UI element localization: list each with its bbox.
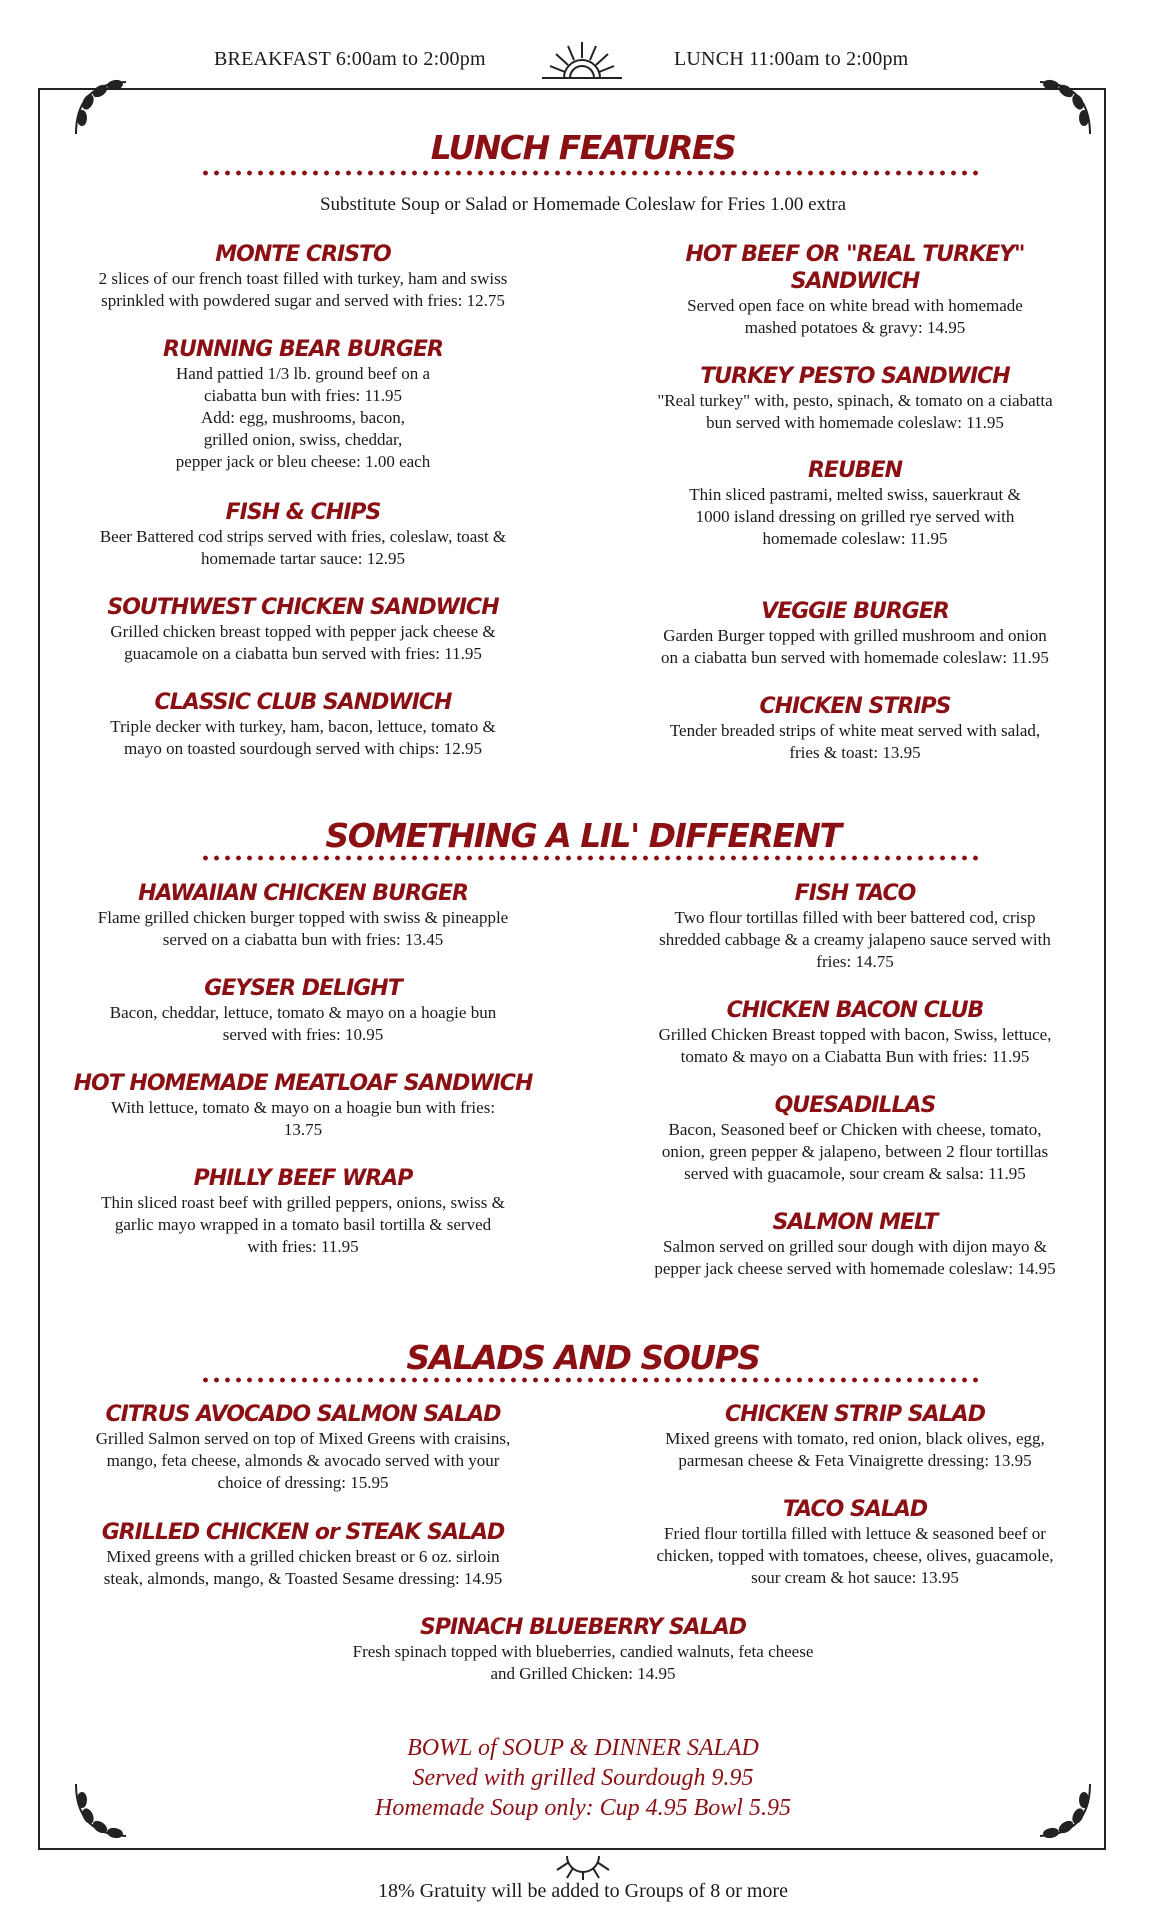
item-description: Triple decker with turkey, ham, bacon, lettuce, tomato & mayo on toasted sourdough served with chips: 12.95: [110, 717, 496, 758]
dotted-divider: [200, 1377, 980, 1383]
menu-item: [620, 241, 1090, 339]
item-name: PHILLY BEEF WRAP: [193, 1166, 413, 1191]
menu-item: [620, 1401, 1090, 1472]
item-name: REUBEN: [807, 458, 903, 483]
menu-item: [68, 689, 538, 760]
menu-item: [283, 1614, 883, 1685]
item-description: With lettuce, tomato & mayo on a hoagie bun with fries: 13.75: [110, 1098, 496, 1139]
item-description: Fried flour tortilla filled with lettuce & seasoned beef or chicken, topped with tomatoes, cheese, olives, guacamole, sour cream & hot sauce: 13.95: [656, 1524, 1054, 1587]
sun-ornament-icon: [553, 1852, 613, 1882]
item-name: QUESADILLAS: [774, 1093, 936, 1118]
item-description: Thin sliced roast beef with grilled peppers, onions, swiss & garlic mayo wrapped in a tomato basil tortilla & served with fries: 11.95: [101, 1193, 505, 1256]
item-description: Two flour tortillas filled with beer battered cod, crisp shredded cabbage & a creamy jalapeno sauce served with fries: 14.75: [659, 908, 1051, 971]
item-description: Fresh spinach topped with blueberries, candied walnuts, feta cheese and Grilled Chicken: 14.95: [352, 1642, 814, 1683]
item-name: FISH & CHIPS: [225, 500, 381, 525]
item-description: Served open face on white bread with homemade mashed potatoes & gravy: 14.95: [687, 296, 1023, 337]
menu-item: [68, 241, 538, 312]
item-description: Thin sliced pastrami, melted swiss, sauerkraut & 1000 island dressing on grilled rye served with homemade coleslaw: 11.95: [689, 485, 1021, 548]
item-description: Tender breaded strips of white meat served with salad, fries & toast: 13.95: [669, 721, 1041, 762]
menu-item: [68, 499, 538, 570]
soup-line: Homemade Soup only: Cup 4.95 Bowl 5.95: [375, 1795, 791, 1821]
item-name: TACO SALAD: [782, 1497, 928, 1522]
menu-item: [620, 1496, 1090, 1589]
menu-item: [68, 1070, 538, 1141]
item-description: Beer Battered cod strips served with fries, coleslaw, toast & homemade tartar sauce: 12.95: [99, 527, 507, 568]
item-name: SOUTHWEST CHICKEN SANDWICH: [107, 595, 499, 620]
item-name: CITRUS AVOCADO SALMON SALAD: [105, 1402, 501, 1427]
menu-item: [620, 598, 1090, 669]
menu-item: [620, 1209, 1090, 1280]
item-description: Flame grilled chicken burger topped with swiss & pineapple served on a ciabatta bun with fries: 13.45: [97, 908, 509, 949]
item-description: Grilled Chicken Breast topped with bacon, Swiss, lettuce, tomato & mayo on a Ciabatta Bun with fries: 11.95: [658, 1025, 1052, 1066]
dotted-divider: [200, 170, 980, 176]
dotted-divider: [200, 855, 980, 861]
item-description: 2 slices of our french toast filled with turkey, ham and swiss sprinkled with powdered sugar and served with fries: 12.75: [98, 269, 508, 310]
menu-item: [68, 1401, 538, 1494]
item-name: HOT HOMEMADE MEATLOAF SANDWICH: [73, 1071, 533, 1096]
menu-item: [68, 594, 538, 665]
menu-item: [68, 975, 538, 1046]
item-name: CLASSIC CLUB SANDWICH: [154, 690, 452, 715]
gratuity-note: 18% Gratuity will be added to Groups of 8 or more: [378, 1880, 788, 1902]
item-description: Grilled chicken breast topped with pepper jack cheese & guacamole on a ciabatta bun served with fries: 11.95: [110, 622, 496, 663]
item-description: Mixed greens with a grilled chicken breast or 6 oz. sirloin steak, almonds, mango, & Toasted Sesame dressing: 14.95: [103, 1547, 503, 1588]
item-name: VEGGIE BURGER: [761, 599, 949, 624]
item-name: HAWAIIAN CHICKEN BURGER: [138, 881, 468, 906]
item-description: "Real turkey" with, pesto, spinach, & tomato on a ciabatta bun served with homemade coleslaw: 11.95: [657, 391, 1053, 432]
item-name: CHICKEN STRIPS: [759, 694, 951, 719]
item-description: Bacon, Seasoned beef or Chicken with cheese, tomato, onion, green pepper & jalapeno, between 2 flour tortillas served with guacamole, sour cream & salsa: 11.95: [661, 1120, 1049, 1183]
item-name: CHICKEN BACON CLUB: [726, 998, 984, 1023]
item-description: Grilled Salmon served on top of Mixed Greens with craisins, mango, feta cheese, almonds & avocado served with your choice of dressing: 15.95: [95, 1429, 511, 1492]
item-name: TURKEY PESTO SANDWICH: [700, 364, 1010, 389]
menu-item: [620, 363, 1090, 434]
menu-item: [620, 997, 1090, 1068]
sun-ornament-icon: [540, 38, 624, 82]
item-description: Hand pattied 1/3 lb. ground beef on a ciabatta bun with fries: 11.95 Add: egg, mushrooms, bacon, grilled onion, swiss, cheddar, pepper jack or bleu cheese: 1.00 each: [175, 364, 431, 471]
menu-item: [620, 880, 1090, 973]
item-name: HOT BEEF OR "REAL TURKEY" SANDWICH: [685, 242, 1025, 294]
menu-item: [68, 880, 538, 951]
item-name: MONTE CRISTO: [215, 242, 391, 267]
item-name: SALMON MELT: [772, 1210, 938, 1235]
item-name: SPINACH BLUEBERRY SALAD: [419, 1615, 747, 1640]
soup-line: Served with grilled Sourdough 9.95: [412, 1765, 754, 1791]
section-title-something-different: SOMETHING A LIL' DIFFERENT: [325, 816, 841, 855]
item-name: RUNNING BEAR BURGER: [163, 337, 443, 362]
item-name: GRILLED CHICKEN or STEAK SALAD: [101, 1520, 505, 1545]
section-title-lunch-features: LUNCH FEATURES: [430, 128, 736, 167]
menu-item: [68, 1519, 538, 1590]
menu-item: [68, 336, 538, 473]
soup-salad-combo: [0, 1733, 1166, 1823]
item-description: Mixed greens with tomato, red onion, black olives, egg, parmesan cheese & Feta Vinaigrette dressing: 13.95: [665, 1429, 1045, 1470]
section-title-salads-soups: SALADS AND SOUPS: [406, 1338, 760, 1377]
item-name: CHICKEN STRIP SALAD: [725, 1402, 985, 1427]
breakfast-hours: BREAKFAST 6:00am to 2:00pm: [214, 48, 486, 70]
item-description: Salmon served on grilled sour dough with dijon mayo & pepper jack cheese served with homemade coleslaw: 14.95: [654, 1237, 1056, 1278]
menu-item: [620, 693, 1090, 764]
lunch-hours: LUNCH 11:00am to 2:00pm: [674, 48, 909, 70]
menu-item: [68, 1165, 538, 1258]
substitution-note: Substitute Soup or Salad or Homemade Coleslaw for Fries 1.00 extra: [319, 194, 847, 215]
soup-line: BOWL of SOUP & DINNER SALAD: [407, 1735, 759, 1761]
item-description: Bacon, cheddar, lettuce, tomato & mayo on a hoagie bun served with fries: 10.95: [109, 1003, 497, 1044]
menu-item: [620, 457, 1090, 550]
menu-item: [620, 1092, 1090, 1185]
item-name: FISH TACO: [794, 881, 916, 906]
item-name: GEYSER DELIGHT: [204, 976, 402, 1001]
item-description: Garden Burger topped with grilled mushroom and onion on a ciabatta bun served with homemade coleslaw: 11.95: [661, 626, 1049, 667]
